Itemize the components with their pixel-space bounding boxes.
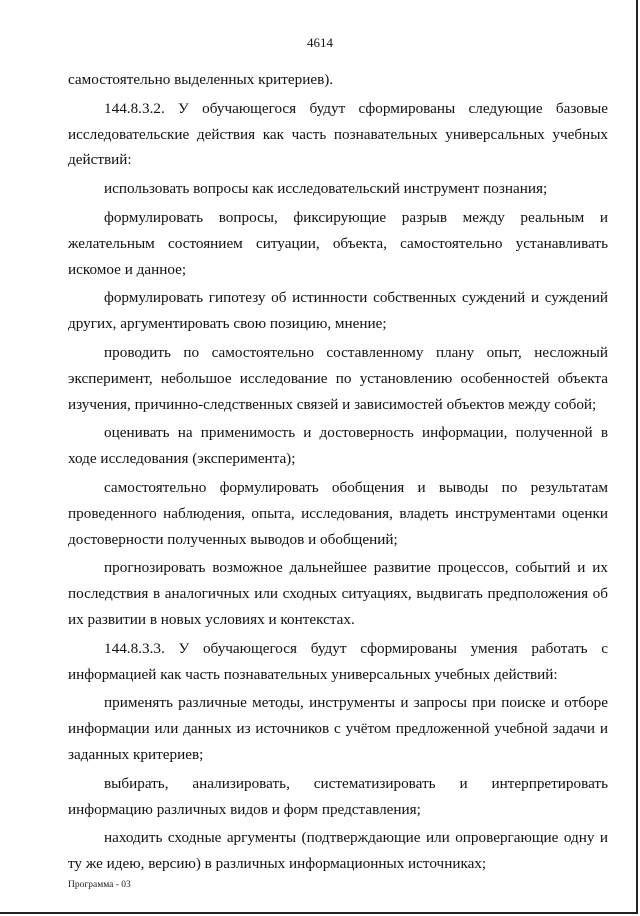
paragraph-continuation: самостоятельно выделенных критериев). bbox=[68, 71, 334, 88]
list-item: самостоятельно формулировать обобщения и выводы по результатам проведенного наблюдения, опыта, исследования, владеть инструментами оценки достоверности полученных выводов и обобщений; bbox=[68, 478, 608, 548]
paragraph-section-144-8-3-2: 144.8.3.2. У обучающегося будут сформированы следующие базовые исследовательские действия как часть познавательных универсальных учебных действий: bbox=[68, 99, 608, 169]
list-item: формулировать вопросы, фиксирующие разрыв между реальным и желательным состоянием ситуации, объекта, самостоятельно устанавливать искомое и данное; bbox=[68, 208, 608, 278]
list-item: использовать вопросы как исследовательский инструмент познания; bbox=[104, 180, 548, 198]
paragraph-section-144-8-3-3: 144.8.3.3. У обучающегося будут сформированы умения работать с информацией как часть познавательных универсальных учебных действий: bbox=[68, 639, 608, 683]
list-item: прогнозировать возможное дальнейшее развитие процессов, событий и их последствия в аналогичных или сходных ситуациях, выдвигать предположения об их развитии в новых условиях и контекстах. bbox=[68, 559, 608, 628]
list-item: оценивать на применимость и достоверность информации, полученной в ходе исследования (эксперимента); bbox=[68, 424, 608, 468]
list-item: находить сходные аргументы (подтверждающие или опровергающие одну и ту же идею, версию) в различных информационных источниках; bbox=[68, 829, 608, 873]
document-body bbox=[68, 67, 608, 877]
list-item: проводить по самостоятельно составленному плану опыт, несложный эксперимент, небольшое исследование по установлению особенностей объекта изучения, причинно-следственных связей и зависимостей объектов между собой; bbox=[68, 343, 608, 413]
list-item: выбирать, анализировать, систематизировать и интерпретировать информацию различных видов и форм представления; bbox=[68, 774, 608, 818]
list-item: формулировать гипотезу об истинности собственных суждений и суждений других, аргументировать свою позицию, мнение; bbox=[68, 289, 608, 333]
page-number: 4614 bbox=[307, 35, 333, 50]
list-item: применять различные методы, инструменты и запросы при поиске и отборе информации или данных из источников с учётом предложенной учебной задачи и заданных критериев; bbox=[68, 694, 608, 763]
page-footer: Программа - 03 bbox=[68, 880, 131, 890]
